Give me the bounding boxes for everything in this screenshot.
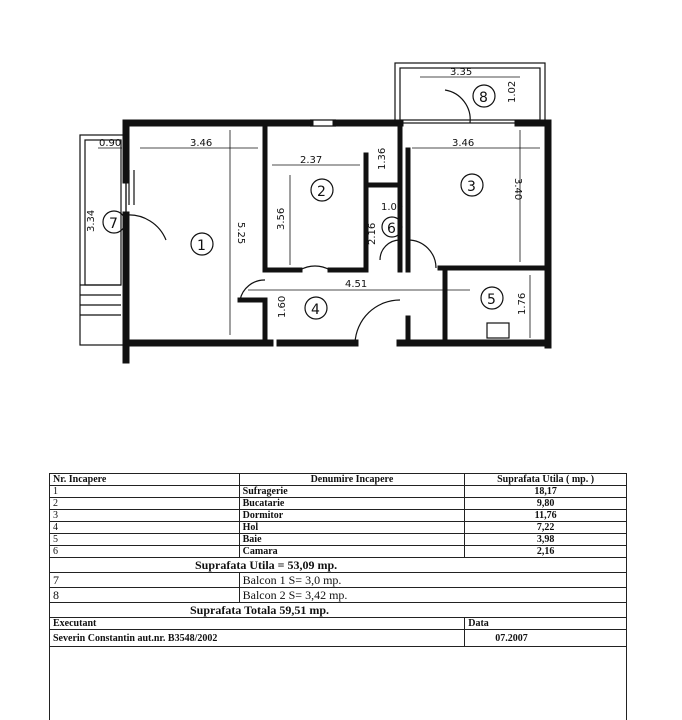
dim-label: 5.25 xyxy=(235,222,246,245)
row-nr: 2 xyxy=(50,498,240,510)
dim-label: 2.37 xyxy=(300,155,323,166)
room-number: 2 xyxy=(317,184,326,200)
door-swing xyxy=(300,266,330,270)
room-number: 3 xyxy=(467,179,476,195)
door-swing xyxy=(445,90,470,123)
room-number: 5 xyxy=(487,292,496,308)
dim-label: 3.56 xyxy=(276,207,287,230)
balcony-row xyxy=(50,573,627,588)
header-area: Suprafata Utila ( mp. ) xyxy=(465,474,627,486)
room-number: 4 xyxy=(311,302,320,318)
dim-label: 3.40 xyxy=(512,178,523,201)
data-value: 07.2007 xyxy=(465,630,627,647)
row-area: 3,98 xyxy=(465,534,627,546)
dim-label: 1.00 xyxy=(381,202,404,213)
row-area: 2,16 xyxy=(465,546,627,558)
useful-total: Suprafata Utila = 53,09 mp. xyxy=(50,558,627,573)
balcony-text: Balcon 2 S= 3,42 mp. xyxy=(239,588,626,603)
dim-label: 1.76 xyxy=(517,292,528,315)
room-number: 7 xyxy=(109,216,118,232)
row-nr: 4 xyxy=(50,522,240,534)
table-row xyxy=(50,534,627,546)
room-number: 6 xyxy=(387,221,396,237)
executant-value: Severin Constantin aut.nr. B3548/2002 xyxy=(50,630,465,647)
table-row xyxy=(50,498,627,510)
dim-label: 4.51 xyxy=(345,279,368,290)
balcony-text: Balcon 1 S= 3,0 mp. xyxy=(239,573,626,588)
dim-label: 3.46 xyxy=(452,138,475,149)
balcony-7-outline xyxy=(80,135,126,345)
bath-fixture xyxy=(487,323,509,338)
table-header xyxy=(50,474,627,486)
dim-label: 0.90 xyxy=(99,138,122,149)
room-number: 1 xyxy=(197,238,206,254)
table-row xyxy=(50,546,627,558)
door-swing xyxy=(408,240,436,268)
executant-label: Executant xyxy=(50,618,465,630)
row-nr: 6 xyxy=(50,546,240,558)
dim-label: 3.34 xyxy=(86,209,97,232)
data-label: Data xyxy=(465,618,627,630)
total-row xyxy=(50,603,627,618)
row-name: Camara xyxy=(239,546,465,558)
row-nr: 1 xyxy=(50,486,240,498)
door-swing xyxy=(126,215,166,240)
row-area: 7,22 xyxy=(465,522,627,534)
dim-label: 1.36 xyxy=(377,147,388,170)
table-row xyxy=(50,510,627,522)
row-nr: 5 xyxy=(50,534,240,546)
row-name: Bucatarie xyxy=(239,498,465,510)
door-swing xyxy=(380,240,400,260)
door-swing xyxy=(355,300,400,343)
row-name: Sufragerie xyxy=(239,486,465,498)
table-row xyxy=(50,522,627,534)
dim-label: 1.02 xyxy=(507,80,518,103)
table-row xyxy=(50,486,627,498)
total-area: Suprafata Totala 59,51 mp. xyxy=(50,603,627,618)
room-number: 8 xyxy=(479,90,488,106)
useful-total-row xyxy=(50,558,627,573)
balcony-row xyxy=(50,588,627,603)
row-name: Hol xyxy=(239,522,465,534)
header-name: Denumire Incapere xyxy=(239,474,465,486)
row-area: 9,80 xyxy=(465,498,627,510)
balcony-nr: 7 xyxy=(50,573,240,588)
dim-label: 1.60 xyxy=(277,295,288,318)
row-name: Baie xyxy=(239,534,465,546)
dim-label: 3.46 xyxy=(190,138,213,149)
row-area: 18,17 xyxy=(465,486,627,498)
executant-header-row xyxy=(50,618,627,630)
dim-label: 3.35 xyxy=(450,67,473,78)
executant-row xyxy=(50,630,627,647)
row-area: 11,76 xyxy=(465,510,627,522)
balcony-nr: 8 xyxy=(50,588,240,603)
dim-label: 2.16 xyxy=(367,222,378,245)
area-table xyxy=(49,473,627,647)
header-nr: Nr. Incapere xyxy=(50,474,240,486)
row-name: Dormitor xyxy=(239,510,465,522)
row-nr: 3 xyxy=(50,510,240,522)
